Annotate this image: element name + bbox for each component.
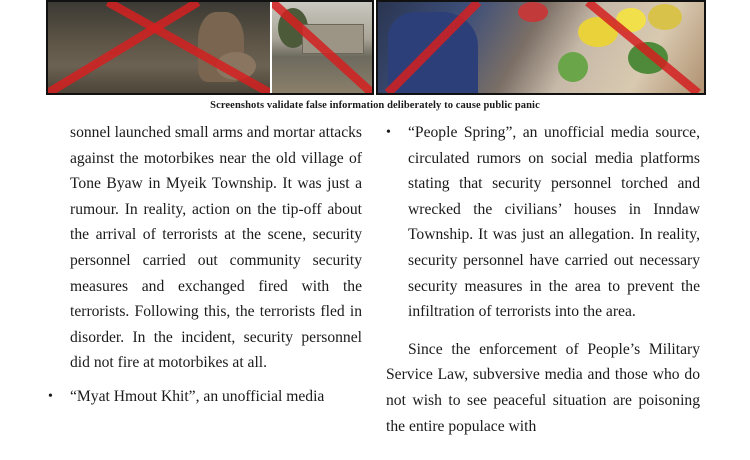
flower-offering-photo	[378, 2, 704, 93]
burned-house-photo	[272, 2, 372, 93]
rubble-photo	[48, 2, 270, 93]
left-column	[48, 120, 362, 410]
screenshot-frame-left	[46, 0, 374, 95]
figure-caption: Screenshots validate false information deliberately to cause public panic	[210, 100, 540, 111]
left-bullet-item	[48, 384, 362, 410]
cross-mark-icon	[378, 2, 704, 93]
screenshot-frame-right	[376, 0, 706, 95]
cross-mark-icon	[272, 2, 372, 93]
bullet-icon: •	[386, 125, 391, 140]
right-column	[386, 120, 700, 439]
left-continuation-paragraph: sonnel launched small arms and mortar attacks against the motorbikes near the old village of Tone Byaw in Myeik Township. It was just a rumour. In reality, action on the tip-off about the arrival of terrorists at the scene, security personnel carried out community security measures and exchanged fired with the terrorists. Following this, the terrorists fled in disorder. In the incident, security personnel did not fire at motorbikes at all.	[70, 124, 362, 372]
bullet-icon: •	[48, 388, 53, 404]
right-bullet-text: “People Spring”, an unofficial media source, circulated rumors on social media platforms stating that security personnel torched and wrecked the civilians’ houses in Inndaw Township. It was just an allegation. In reality, security personnel have carried out necessary security measures in the area to prevent the infiltration of terrorists into the area.	[408, 124, 700, 321]
screenshot-strip	[46, 0, 706, 97]
left-bullet-text: “Myat Hmout Khit”, an unofficial media	[70, 387, 325, 405]
cross-mark-icon	[48, 2, 270, 93]
right-bullet-item	[386, 120, 700, 325]
right-paragraph: Since the enforcement of People’s Military Service Law, subversive media and those who do not wish to see peaceful situation are poisoning the entire populace with	[386, 340, 700, 435]
